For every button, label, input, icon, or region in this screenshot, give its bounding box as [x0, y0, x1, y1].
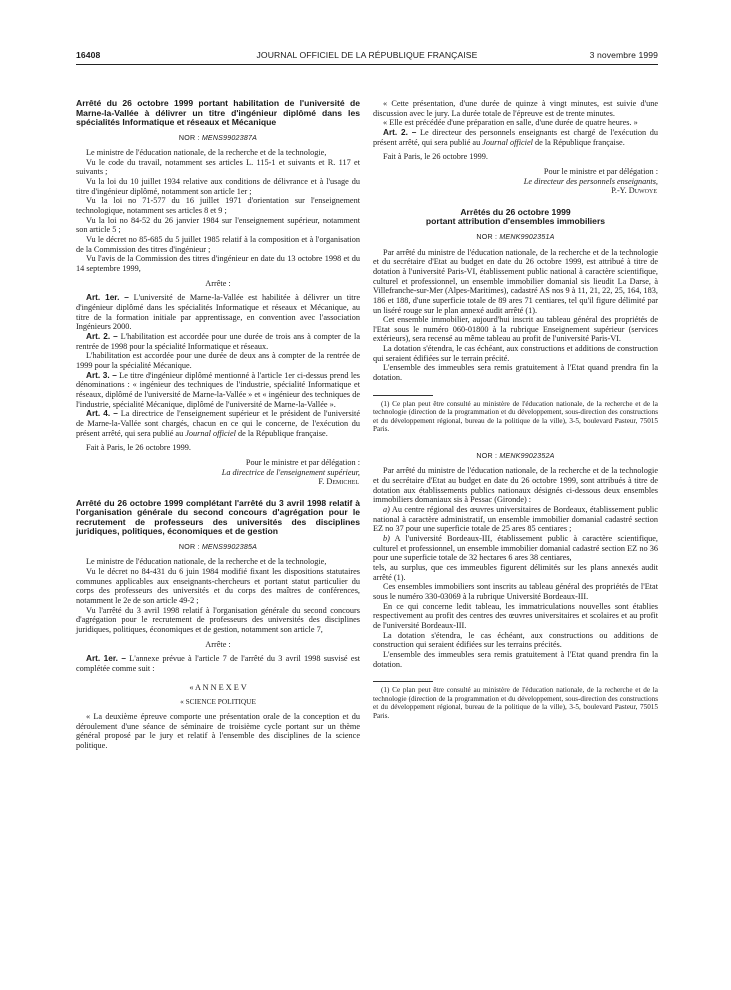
paragraph: L'ensemble des immeubles sera remis gratuitement à l'Etat quand prendra fin la dotation.	[373, 363, 658, 383]
paragraph: « Elle est précédée d'une préparation en salle, d'une durée de quatre heures. »	[383, 118, 638, 128]
left-column	[76, 99, 360, 751]
running-header	[76, 50, 658, 64]
decree-agregation	[76, 499, 360, 751]
decree-title: Arrêté du 26 octobre 1999 portant habilitation de l'université de Marne-la-Vallée à délivrer un titre d'ingénieur diplômé dans les spécialités Informatique et réseaux et Mécanique	[76, 98, 360, 127]
decree-title: Arrêtés du 26 octobre 1999 portant attribution d'ensembles immobiliers	[425, 206, 606, 227]
signature-block: Pour le ministre et par délégation : Le directeur des personnels enseignants, P.-Y. Duwoye	[523, 166, 658, 196]
paragraph: a) Au centre régional des œuvres universitaires de Bordeaux, établissement public national à caractère administratif, un ensemble immobilier domanial cadastré section EZ no 37 pour une superficie totale de 25 ares 85 centiares ;	[373, 505, 658, 534]
paragraph: b) A l'université Bordeaux-III, établissement public à caractère scientifique, culturel et professionnel, un ensemble immobilier domanial cadastré section EZ no 36 pour une superficie totale de 32 hectares 6 ares 38 centiares,	[373, 534, 658, 563]
paragraph: Ces ensembles immobiliers sont inscrits au tableau général des propriétés de l'Etat sous le numéro 330-03069 à la rubrique Université Bordeaux-III.	[373, 582, 658, 601]
paragraph: La dotation s'étendra, le cas échéant, aux constructions et additions de construction qui seraient édifiées sur le terrain précité.	[373, 344, 658, 363]
annex-heading: « A N N E X E V	[189, 682, 247, 692]
journal-title: JOURNAL OFFICIEL DE LA RÉPUBLIQUE FRANÇAISE	[256, 50, 478, 60]
article: Art. 1er. – L'université de Marne-la-Vallée est habilitée à délivrer un titre d'ingénieur diplômé dans les spécialités Informatique et réseaux et Mécanique, au titre de la formation initiale par apprentissage, en convention avec l'association Ingénieurs 2000.	[76, 293, 361, 332]
footnote: (1) Ce plan peut être consulté au ministère de l'éducation nationale, de la recherche et de la technologie (direction de la programmation et du développement, sous-direction des constructions et du développement régional, bureau de la politique de la ville), 3-5, boulevard Pasteur, 75015 Paris.	[373, 399, 658, 434]
decree-immobilier-paris	[373, 208, 658, 434]
arrete-heading: Arrête :	[205, 278, 231, 288]
paragraph: tels, au surplus, que ces immeubles figurent délimités sur les plans annexés audit arrêté (1).	[373, 562, 658, 582]
annex-subheading: « SCIENCE POLITIQUE	[180, 697, 256, 707]
fait-line: Fait à Paris, le 26 octobre 1999.	[86, 443, 191, 453]
decree-immobilier-pessac	[373, 452, 658, 720]
arrete-heading: Arrête :	[205, 639, 231, 649]
nor-reference: NOR : MENS9902387A	[178, 133, 258, 142]
paragraph: Vu la loi no 71-577 du 16 juillet 1971 d'orientation sur l'enseignement technologique, notamment ses articles 8 et 9 ;	[76, 196, 360, 216]
paragraph: Vu le décret no 85-685 du 5 juillet 1985 relatif à la composition et à l'organisation de la Commission des titres d'ingénieur ;	[76, 235, 360, 254]
paragraph: En ce qui concerne ledit tableau, les immatriculations nouvelles sont établies respectivement au profit des centres des œuvres universitaires et scolaires et au profit de l'université Bordeaux-III.	[373, 601, 658, 630]
fait-line: Fait à Paris, le 26 octobre 1999.	[383, 152, 488, 162]
paragraph: Vu la loi no 84-52 du 26 janvier 1984 sur l'enseignement supérieur, notamment son article 5 ;	[76, 215, 360, 235]
paragraph: Le ministre de l'éducation nationale, de la recherche et de la technologie,	[86, 557, 327, 567]
paragraph: L'habilitation est accordée pour une durée de deux ans à compter de la rentrée de 1999 pour la spécialité Mécanique.	[76, 351, 360, 370]
decree-title: Arrêté du 26 octobre 1999 complétant l'arrêté du 3 avril 1998 relatif à l'organisation générale du second concours d'agrégation pour le recrutement de professeurs des universités des disciplines juridiques, politiques, économiques et de gestion	[76, 497, 360, 537]
footnote: (1) Ce plan peut être consulté au ministère de l'éducation nationale, de la recherche et de la technologie (direction de la programmation et du développement, sous-direction des constructions et du développement régional, bureau de la politique de la ville), 3-5, boulevard Pasteur, 75015 Paris.	[373, 686, 658, 720]
decree-agregation-continued	[373, 99, 658, 196]
issue-date: 3 novembre 1999	[589, 50, 658, 60]
paragraph: Le ministre de l'éducation nationale, de la recherche et de la technologie,	[86, 148, 327, 158]
paragraph: Par arrêté du ministre de l'éducation nationale, de la recherche et de la technologie et du secrétaire d'Etat au budget en date du 26 octobre 1999, est attribué à titre de dotation à l'université Paris-VI, établissement public national à caractère scientifique, culturel et professionnel, un ensemble immobilier domanial sis lieudit La Darse, à Villefranche-sur-Mer (Alpes-Maritimes), cadastré AS nos 9 à 11, 21, 22, 25, 164, 183, 186 et 188, d'une superficie totale de 89 ares 71 centiares, tel qu'il figure délimité par un liséré rouge sur le plan annexé audit arrêté (1).	[373, 247, 658, 315]
paragraph: Par arrêté du ministre de l'éducation nationale, de la recherche et de la technologie et du secrétaire d'Etat au budget en date du 26 octobre 1999, sont attribués à titre de dotation aux établissements publics nationaux désignés ci-dessous deux ensembles immobiliers domaniaux sis à Pessac (Gironde) :	[373, 466, 658, 505]
footnote-rule	[373, 395, 433, 396]
paragraph: La dotation s'étendra, le cas échéant, aux constructions ou additions de construction qui seraient édifiées sur les terrains précités.	[373, 630, 658, 650]
paragraph: L'ensemble des immeubles sera remis gratuitement à l'Etat quand prendra fin la dotation.	[373, 649, 658, 669]
nor-reference: NOR : MENS9902385A	[178, 542, 258, 551]
paragraph: Vu la loi du 10 juillet 1934 relative aux conditions de délivrance et à l'usage du titre d'ingénieur diplômé, notamment son article 1er ;	[76, 177, 360, 196]
footnote-rule	[373, 681, 433, 682]
paragraph: Vu l'avis de la Commission des titres d'ingénieur en date du 13 octobre 1998 et du 14 septembre 1999,	[76, 254, 360, 274]
article: Art. 1er. – L'annexe prévue à l'article 7 de l'arrêté du 3 avril 1998 susvisé est complétée comme suit :	[76, 654, 361, 674]
article: Art. 2. – Le directeur des personnels enseignants est chargé de l'exécution du présent arrêté, qui sera publié au Journal officiel de la République française.	[373, 127, 659, 147]
paragraph: Vu le code du travail, notamment ses articles L. 115-1 et suivants et R. 117 et suivants ;	[76, 157, 360, 177]
paragraph: « Cette présentation, d'une durée de quinze à vingt minutes, est suivie d'une discussion avec le jury. La durée totale de l'épreuve est de trente minutes.	[373, 99, 658, 118]
article: Art. 4. – La directrice de l'enseignement supérieur et le président de l'université de Marne-la-Vallée sont chargés, chacun en ce qui le concerne, de l'exécution du présent arrêté, qui sera publié au Journal officiel de la République française.	[76, 409, 361, 438]
paragraph: « La deuxième épreuve comporte une présentation orale de la conception et du déroulement d'une séance de séminaire de troisième cycle portant sur un thème général proposé par le jury et relatif à l'ensemble des disciplines de la science politique.	[76, 712, 360, 750]
paragraph: Cet ensemble immobilier, aujourd'hui inscrit au tableau général des propriétés de l'Etat sous le numéro 060-01800 à la rubrique Enseignement supérieur (services extérieurs), sera recensé au même tableau au profit de l'université Paris-VI.	[373, 315, 658, 344]
nor-reference: NOR : MENK9902351A	[476, 232, 555, 241]
paragraph: Vu le décret no 84-431 du 6 juin 1984 modifié fixant les dispositions statutaires communes applicables aux enseignants-chercheurs et portant statut particulier du corps des professeurs des universités et du corps des maîtres de conférences, notamment le 2e de son article 49-2 ;	[76, 567, 360, 606]
article: Art. 2. – L'habilitation est accordée pour une durée de trois ans à compter de la rentrée de 1998 pour la spécialité Informatique et réseaux.	[76, 331, 361, 351]
right-column	[373, 99, 658, 720]
paragraph: Vu l'arrêté du 3 avril 1998 relatif à l'organisation générale du second concours d'agrégation pour le recrutement de professeurs des universités des disciplines juridiques, politiques, économiques et de gestion, notamment son article 7,	[76, 605, 360, 635]
header-rule	[76, 64, 658, 65]
page-number: 16408	[76, 50, 101, 60]
nor-reference: NOR : MENK9902352A	[476, 451, 555, 460]
article: Art. 3. – Le titre d'ingénieur diplômé mentionné à l'article 1er ci-dessus prend les dénominations : « ingénieur des techniques de l'industrie, spécialité Informatique et réseaux, diplômé de l'université de Marne-la-Vallée » et « ingénieur des techniques de l'industrie, spécialité Mécanique, diplômé de l'université de Marne-la-Vallée ».	[76, 370, 360, 409]
decree-habilitation	[76, 99, 360, 487]
signature-block: Pour le ministre et par délégation : La directrice de l'enseignement supérieur, F. Demichel	[221, 457, 360, 487]
